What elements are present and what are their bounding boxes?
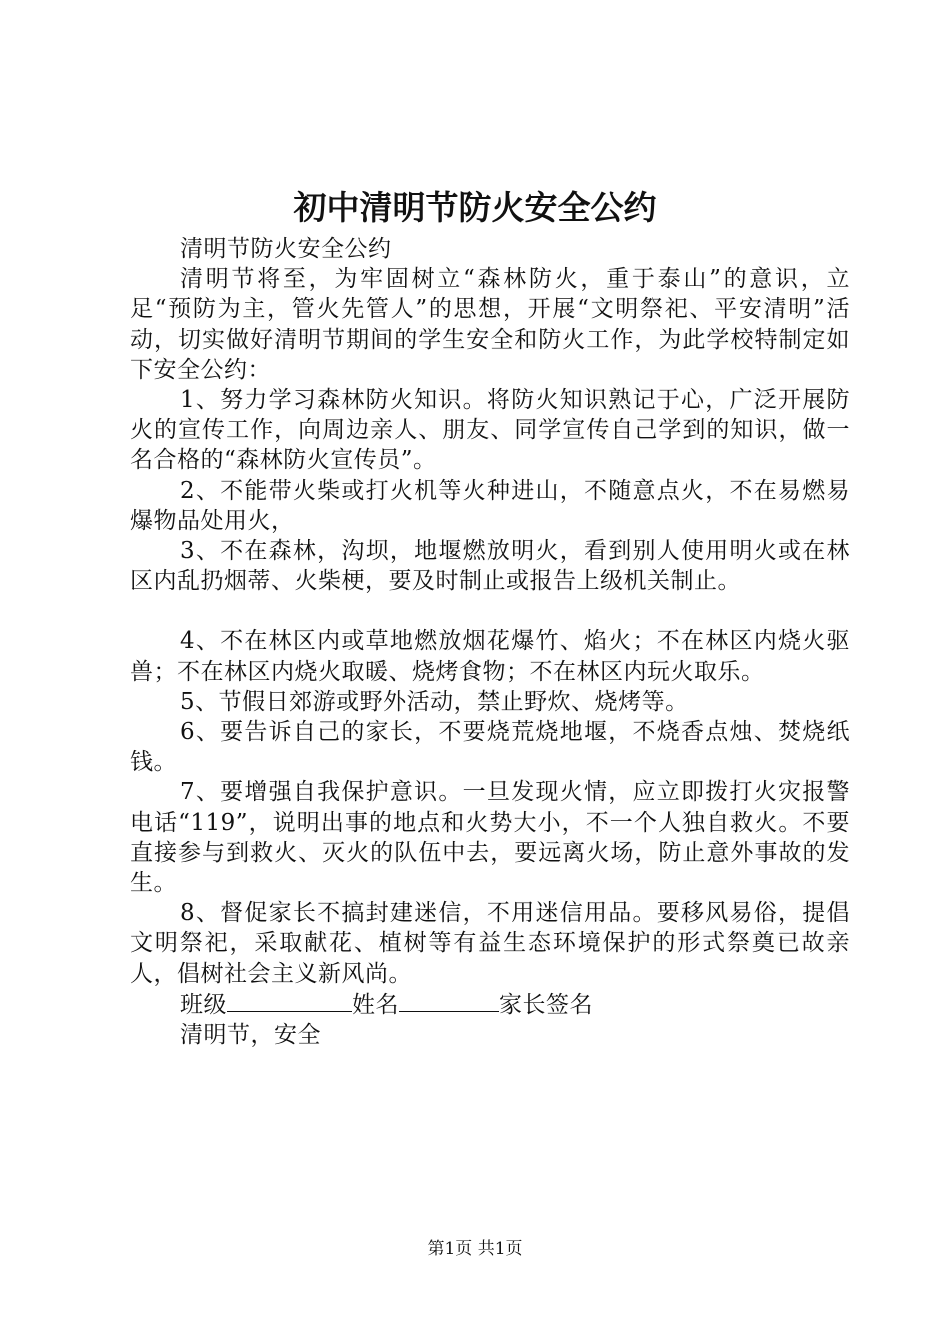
class-blank-field[interactable] (227, 989, 352, 1012)
document-body (130, 234, 850, 1050)
rule-item-3: 3、不在森林，沟坝，地堰燃放明火，看到别人使用明火或在林区内乱扔烟蒂、火柴梗，要及时制止或报告上级机关制止。 (130, 538, 850, 595)
rule-item-5: 5、节假日郊游或野外活动，禁止野炊、烧烤等。 (180, 688, 689, 715)
name-label: 姓名 (352, 991, 399, 1018)
rule-item-8: 8、督促家长不搞封建迷信，不用迷信用品。要移风易俗，提倡文明祭祀，采取献花、植树等有益生态环境保护的形式祭奠已故亲人，倡树社会主义新风尚。 (130, 900, 850, 987)
document-keywords: 清明节，安全 (180, 1022, 321, 1049)
rule-item-4: 4、不在林区内或草地燃放烟花爆竹、焰火；不在林区内烧火驱兽；不在林区内烧火取暖、烧烤食物；不在林区内玩火取乐。 (130, 628, 850, 685)
paragraph-gap (130, 596, 850, 626)
page-footer: 第1页 共1页 (427, 1239, 523, 1259)
parent-signature-label: 家长签名 (499, 991, 593, 1018)
rule-item-1: 1、努力学习森林防火知识。将防火知识熟记于心，广泛开展防火的宣传工作，向周边亲人、朋友、同学宣传自己学到的知识，做一名合格的“森林防火宣传员”。 (130, 387, 850, 474)
name-blank-field[interactable] (399, 989, 499, 1012)
document-title: 初中清明节防火安全公约 (293, 188, 657, 227)
rule-item-2: 2、不能带火柴或打火机等火种进山，不随意点火，不在易燃易爆物品处用火， (130, 477, 850, 534)
rule-item-7: 7、要增强自我保护意识。一旦发现火情，应立即拨打火灾报警电话“119”，说明出事的地点和火势大小，不一个人独自救火。不要直接参与到救火、灭火的队伍中去，要远离火场，防止意外事故的发生。 (130, 779, 850, 897)
intro-paragraph: 清明节将至，为牢固树立“森林防火，重于泰山”的意识，立足“预防为主，管火先管人”的思想，开展“文明祭祀、平安清明”活动，切实做好清明节期间的学生安全和防火工作，为此学校特制定如下安全公约： (130, 266, 850, 383)
rule-item-6: 6、要告诉自己的家长，不要烧荒烧地堰，不烧香点烛、焚烧纸钱。 (130, 719, 850, 776)
signature-form (130, 989, 850, 1020)
class-label: 班级 (180, 991, 227, 1018)
document-subtitle: 清明节防火安全公约 (180, 236, 392, 262)
